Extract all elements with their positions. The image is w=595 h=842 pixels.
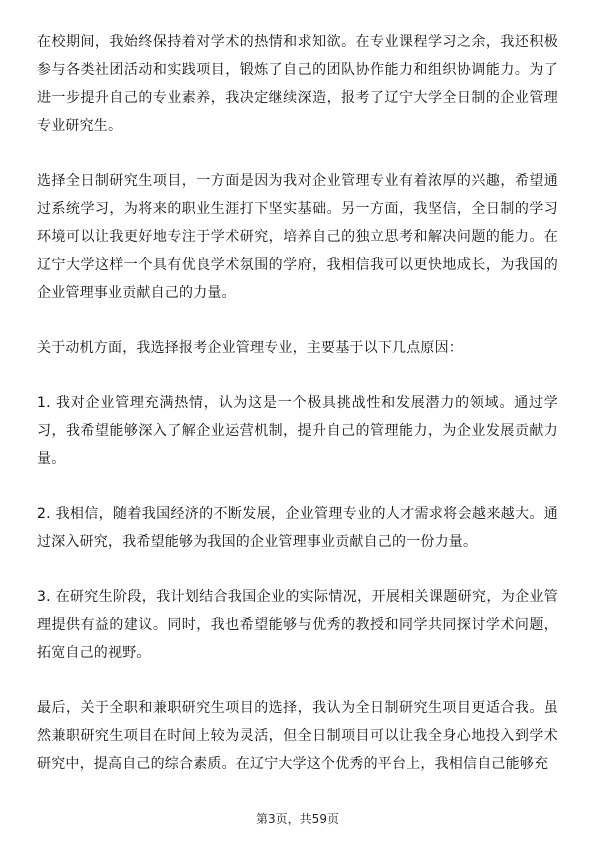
paragraph-gap: [37, 473, 558, 500]
paragraph-gap: [37, 140, 558, 167]
paragraph-gap: [37, 307, 558, 334]
paragraph-study-experience: 在校期间，我始终保持着对学术的热情和求知欲。在专业课程学习之余，我还积极参与各类社团活动和实践项目，锻炼了自己的团队协作能力和组织协调能力。为了进一步提升自己的专业素养，我决定继续深造，报考了辽宁大学全日制的企业管理专业研究生。: [37, 34, 558, 134]
paragraph-gap: [37, 362, 558, 389]
page-number-footer: 第3页，共59页: [256, 812, 339, 826]
paragraph-reason-3: 3. 在研究生阶段，我计划结合我国企业的实际情况，开展相关课题研究，为企业管理提供有益的建议。同时，我也希望能够与优秀的教授和同学共同探讨学术问题，拓宽自己的视野。: [37, 589, 558, 661]
document-body: [37, 28, 558, 778]
paragraph-fulltime-choice: 选择全日制研究生项目，一方面是因为我对企业管理专业有着浓厚的兴趣，希望通过系统学习，为将来的职业生涯打下坚实基础。另一方面，我坚信，全日制的学习环境可以让我更好地专注于学术研究，培养自己的独立思考和解决问题的能力。在辽宁大学这样一个具有优良学术氛围的学府，我相信我可以更快地成长，为我国的企业管理事业贡献自己的力量。: [37, 173, 558, 301]
paragraph-motivation-intro: 关于动机方面，我选择报考企业管理专业，主要基于以下几点原因：: [37, 340, 463, 356]
paragraph-reason-2: 2. 我相信，随着我国经济的不断发展，企业管理专业的人才需求将会越来越大。通过深入研究，我希望能够为我国的企业管理事业贡献自己的一份力量。: [37, 506, 558, 550]
paragraph-gap: [37, 667, 558, 694]
paragraph-gap: [37, 556, 558, 583]
paragraph-reason-1: 1. 我对企业管理充满热情，认为这是一个极具挑战性和发展潜力的领域。通过学习，我希望能够深入了解企业运营机制，提升自己的管理能力，为企业发展贡献力量。: [37, 395, 558, 467]
paragraph-conclusion: 最后，关于全职和兼职研究生项目的选择，我认为全日制研究生项目更适合我。虽然兼职研究生项目在时间上较为灵活，但全日制项目可以让我全身心地投入到学术研究中，提高自己的综合素质。在辽宁大学这个优秀的平台上，我相信自己能够充: [37, 700, 558, 772]
